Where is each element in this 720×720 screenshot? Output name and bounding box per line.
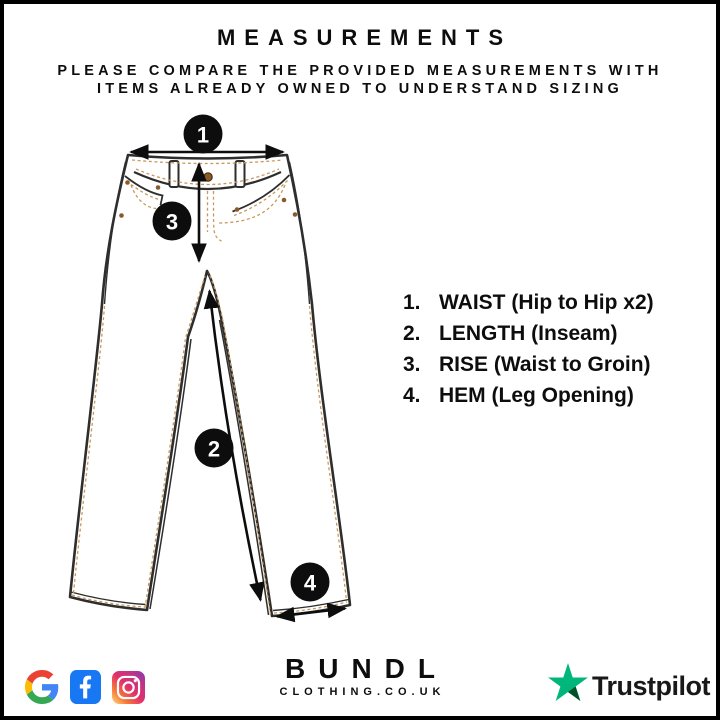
legend-item — [403, 322, 654, 353]
marker-label-1: 1 — [196, 122, 210, 148]
measurement-legend — [403, 291, 654, 415]
legend-item — [403, 353, 654, 384]
legend-item-number: 1. — [403, 291, 421, 314]
jeans-drawing — [70, 155, 350, 616]
jeans-measurement-diagram — [54, 104, 384, 634]
legend-item-number: 3. — [403, 353, 421, 376]
trustpilot-logo — [547, 663, 710, 705]
marker-label-3: 3 — [165, 209, 179, 235]
legend-item-label: LENGTH (Inseam) — [439, 322, 618, 345]
legend-item-label: RISE (Waist to Groin) — [439, 353, 651, 376]
marker-label-4: 4 — [303, 570, 317, 596]
subtitle-line-1: PLEASE COMPARE THE PROVIDED MEASUREMENTS WITH — [57, 63, 663, 79]
legend-item — [403, 291, 654, 322]
legend-item — [403, 384, 654, 415]
page-title: MEASUREMENTS — [216, 25, 512, 50]
page-subtitle — [4, 62, 716, 98]
trustpilot-star-icon — [547, 663, 589, 705]
brand-name: BUNDL — [285, 653, 448, 684]
jeans-button — [204, 173, 212, 181]
legend-item-label: HEM (Leg Opening) — [439, 384, 634, 407]
legend-item-label: WAIST (Hip to Hip x2) — [439, 291, 654, 314]
subtitle-line-2: ITEMS ALREADY OWNED TO UNDERSTAND SIZING — [97, 81, 623, 97]
legend-item-number: 2. — [403, 322, 421, 345]
brand-domain: CLOTHING.CO.UK — [279, 686, 446, 698]
marker-label-2: 2 — [207, 436, 221, 462]
trustpilot-label: Trustpilot — [592, 670, 710, 701]
legend-item-number: 4. — [403, 384, 421, 407]
